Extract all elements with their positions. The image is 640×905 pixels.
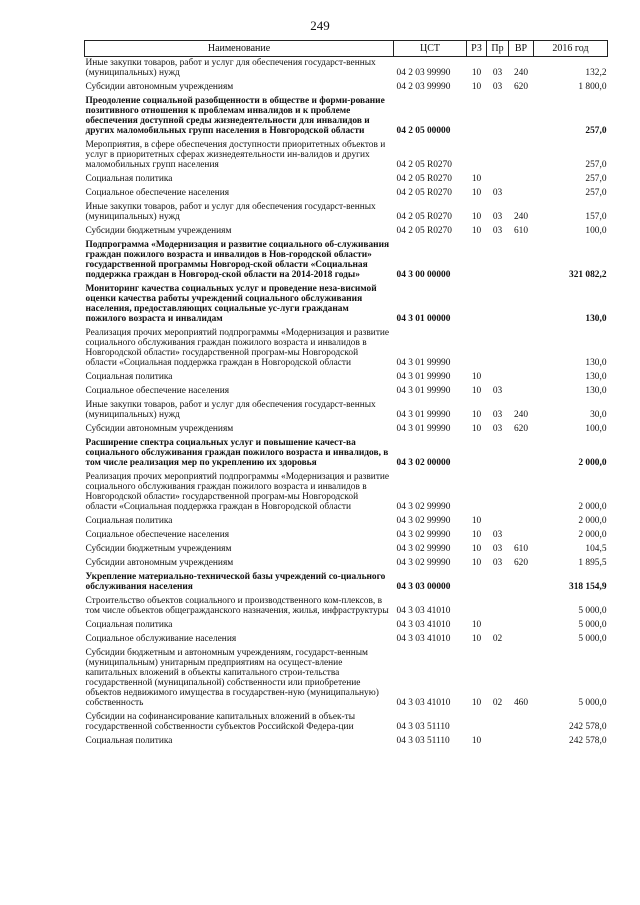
cell-name: Иные закупки товаров, работ и услуг для обеспечения государст-венных (муниципальных) нужд	[85, 400, 376, 420]
cell-vr	[509, 139, 534, 173]
cell-cst: 04 2 05 R0270	[396, 174, 452, 184]
cell-pr	[487, 239, 509, 283]
cell-rz	[467, 471, 487, 515]
cell-rz: 10	[471, 424, 482, 434]
cell-rz: 10	[471, 212, 482, 222]
cell-name: Укрепление материально-технической базы учреждений со-циального обслуживания населения	[85, 572, 386, 592]
cell-rz: 10	[471, 386, 482, 396]
cell-cst: 04 3 01 99990	[396, 386, 451, 396]
cell-rz: 10	[471, 188, 482, 198]
cell-name: Субсидии автономным учреждениям	[85, 82, 234, 92]
cell-pr	[487, 571, 509, 595]
table-row	[85, 371, 608, 385]
cell-sum: 100,0	[585, 424, 607, 434]
cell-name: Мероприятия, в сфере обеспечения доступности приоритетных объектов и услуг в приоритетных сферах жизнедеятельности ин-валидов и других маломобильных групп населения	[85, 140, 386, 170]
cell-name: Социальное обеспечение населения	[85, 386, 230, 396]
table-row	[85, 595, 608, 619]
table-body	[85, 57, 608, 750]
cell-vr: 240	[513, 68, 529, 78]
cell-cst: 04 3 02 99990	[396, 502, 451, 512]
cell-cst: 04 3 01 99990	[396, 410, 451, 420]
table-row	[85, 187, 608, 201]
cell-name: Подпрограмма «Модернизация и развитие социального об-служивания граждан пожилого возраста и инвалидов в Нов-городской области» государственной программы Новгород-ской области «Социальная поддержка граждан в Новгород-ской области на 2014-2018 годы»	[85, 240, 390, 280]
table-row	[85, 647, 608, 711]
cell-name: Социальное обслуживание населения	[85, 634, 237, 644]
cell-name: Реализация прочих мероприятий подпрограммы «Модернизация и развитие социального обслуживания граждан пожилого возраста и инвалидов в Новгородской области» государственной програм-мы Новгородской области «Социальная поддержка граждан в Новгородской области	[85, 328, 390, 368]
table-row	[85, 437, 608, 471]
cell-vr	[509, 283, 534, 327]
cell-vr	[509, 735, 534, 749]
cell-name: Субсидии бюджетным учреждениям	[85, 544, 232, 554]
cell-sum: 5 000,0	[578, 698, 607, 708]
table-row	[85, 529, 608, 543]
cell-cst: 04 3 03 51110	[396, 722, 450, 732]
cell-rz: 10	[471, 174, 482, 184]
table-row	[85, 95, 608, 139]
cell-pr	[487, 711, 509, 735]
table-row	[85, 471, 608, 515]
cell-vr: 240	[513, 212, 529, 222]
cell-vr: 610	[513, 544, 529, 554]
cell-sum: 2 000,0	[578, 530, 607, 540]
cell-pr	[487, 619, 509, 633]
cell-pr: 03	[492, 212, 503, 222]
cell-rz	[467, 711, 487, 735]
cell-vr	[509, 633, 534, 647]
cell-vr: 620	[513, 82, 529, 92]
cell-name: Субсидии на софинансирование капитальных вложений в объек-ты государственной собственности субъектов Российской Федера-ции	[85, 712, 356, 732]
cell-name: Социальное обеспечение населения	[85, 530, 230, 540]
cell-cst: 04 3 02 99990	[396, 516, 451, 526]
cell-pr: 03	[492, 530, 503, 540]
cell-rz: 10	[471, 558, 482, 568]
cell-pr	[487, 471, 509, 515]
cell-sum: 130,0	[585, 372, 607, 382]
cell-cst: 04 2 03 99990	[396, 68, 451, 78]
cell-name: Субсидии бюджетным учреждениям	[85, 226, 232, 236]
cell-vr	[509, 173, 534, 187]
cell-sum: 104,5	[585, 544, 607, 554]
cell-vr	[509, 619, 534, 633]
cell-rz: 10	[471, 544, 482, 554]
cell-cst: 04 3 01 99990	[396, 358, 451, 368]
budget-table	[84, 40, 608, 749]
cell-name: Субсидии бюджетным и автономным учреждениям, государст-венным (муниципальным) унитарным предприятиям на осущест-вление капитальных вложений в объекты капитального строи-тельства государственной (муниципальной) собственности или приобретение объектов недвижимого имущества в государствен-ную (муниципальную) собственность	[85, 648, 379, 708]
cell-name: Расширение спектра социальных услуг и повышение качест-ва социального обслуживания граждан пожилого возраста и инвалидов, в том числе реализация мер по укреплению их здоровья	[85, 438, 389, 468]
cell-vr	[509, 595, 534, 619]
cell-vr: 620	[513, 558, 529, 568]
cell-sum: 257,0	[585, 126, 607, 136]
table-row	[85, 633, 608, 647]
header-cst: ЦСТ	[394, 41, 467, 57]
table-row	[85, 201, 608, 225]
cell-pr: 03	[492, 424, 503, 434]
table-row	[85, 571, 608, 595]
table-row	[85, 399, 608, 423]
cell-pr: 03	[492, 386, 503, 396]
cell-pr	[487, 95, 509, 139]
cell-rz: 10	[471, 82, 482, 92]
cell-sum: 242 578,0	[569, 736, 607, 746]
cell-cst: 04 2 05 R0270	[396, 226, 452, 236]
cell-sum: 157,0	[585, 212, 607, 222]
cell-vr	[509, 327, 534, 371]
table-row	[85, 327, 608, 371]
cell-name: Субсидии автономным учреждениям	[85, 558, 234, 568]
cell-rz	[467, 139, 487, 173]
table-row	[85, 173, 608, 187]
cell-sum: 30,0	[590, 410, 607, 420]
cell-vr: 610	[513, 226, 529, 236]
cell-pr: 03	[492, 68, 503, 78]
cell-sum: 5 000,0	[578, 620, 607, 630]
cell-cst: 04 3 03 41010	[396, 606, 451, 616]
cell-vr	[509, 371, 534, 385]
cell-pr	[487, 327, 509, 371]
cell-rz	[467, 595, 487, 619]
cell-name: Социальное обеспечение населения	[85, 188, 230, 198]
cell-rz: 10	[471, 68, 482, 78]
table-row	[85, 735, 608, 749]
cell-sum: 257,0	[585, 160, 607, 170]
cell-name: Мониторинг качества социальных услуг и проведение неза-висимой оценки качества работы учреждений социального обслуживания населения, предоставляющих социальные ус-луги гражданам пожилого возраста и инвалидам	[85, 284, 377, 324]
cell-sum: 130,0	[585, 314, 607, 324]
cell-pr	[487, 515, 509, 529]
cell-pr	[487, 437, 509, 471]
cell-rz: 10	[471, 372, 482, 382]
table-row	[85, 239, 608, 283]
cell-cst: 04 2 03 99990	[396, 82, 451, 92]
cell-pr	[487, 371, 509, 385]
cell-rz: 10	[471, 634, 482, 644]
cell-sum: 130,0	[585, 386, 607, 396]
cell-cst: 04 3 02 99990	[396, 544, 451, 554]
cell-rz: 10	[471, 410, 482, 420]
table-row	[85, 385, 608, 399]
table-row	[85, 139, 608, 173]
header-rz: РЗ	[467, 41, 487, 57]
table-row	[85, 283, 608, 327]
cell-cst: 04 2 05 R0270	[396, 160, 452, 170]
cell-cst: 04 3 01 00000	[396, 314, 451, 324]
cell-cst: 04 2 05 00000	[396, 126, 451, 136]
cell-vr	[509, 239, 534, 283]
cell-rz	[467, 327, 487, 371]
cell-cst: 04 3 00 00000	[396, 270, 451, 280]
cell-pr: 03	[492, 558, 503, 568]
cell-sum: 5 000,0	[578, 606, 607, 616]
cell-pr	[487, 173, 509, 187]
cell-pr	[487, 139, 509, 173]
cell-rz	[467, 95, 487, 139]
cell-cst: 04 3 03 41010	[396, 620, 451, 630]
cell-sum: 2 000,0	[578, 516, 607, 526]
cell-vr	[509, 471, 534, 515]
cell-pr: 03	[492, 188, 503, 198]
cell-sum: 1 800,0	[578, 82, 607, 92]
table-row	[85, 57, 608, 82]
header-sum: 2016 год	[534, 41, 608, 57]
table-row	[85, 619, 608, 633]
table-row	[85, 423, 608, 437]
cell-rz	[467, 283, 487, 327]
cell-rz	[467, 239, 487, 283]
cell-name: Строительство объектов социального и производственного ком-плексов, в том числе объектов общегражданского назначения, жилья, инфраструктуры	[85, 596, 389, 616]
cell-cst: 04 3 03 41010	[396, 698, 451, 708]
cell-sum: 5 000,0	[578, 634, 607, 644]
cell-pr: 03	[492, 226, 503, 236]
cell-rz: 10	[471, 698, 482, 708]
header-pr: Пр	[487, 41, 509, 57]
cell-sum: 242 578,0	[569, 722, 607, 732]
cell-rz	[467, 437, 487, 471]
cell-pr: 02	[492, 634, 503, 644]
cell-vr	[509, 437, 534, 471]
cell-vr	[509, 515, 534, 529]
cell-cst: 04 3 03 00000	[396, 582, 451, 592]
cell-name: Преодоление социальной разобщенности в обществе и форми-рование позитивного отношения к проблемам инвалидов и к проблеме обеспечения доступной среды жизнедеятельности для инвалидов и других маломобильных групп населения в Новгородской области	[85, 96, 385, 136]
cell-name: Социальная политика	[85, 372, 173, 382]
cell-vr	[509, 187, 534, 201]
page-number: 249	[310, 18, 330, 33]
cell-sum: 1 895,5	[578, 558, 607, 568]
cell-sum: 321 082,2	[569, 270, 607, 280]
cell-cst: 04 3 02 99990	[396, 558, 451, 568]
table-row	[85, 543, 608, 557]
cell-vr	[509, 711, 534, 735]
cell-rz: 10	[471, 516, 482, 526]
cell-name: Реализация прочих мероприятий подпрограммы «Модернизация и развитие социального обслуживания граждан пожилого возраста и инвалидов в Новгородской области» государственной програм-мы Новгородской области «Социальная поддержка граждан в Новгородской области	[85, 472, 390, 512]
cell-rz	[467, 571, 487, 595]
cell-rz: 10	[471, 736, 482, 746]
cell-pr	[487, 283, 509, 327]
cell-name: Социальная политика	[85, 174, 173, 184]
cell-name: Иные закупки товаров, работ и услуг для обеспечения государст-венных (муниципальных) нужд	[85, 58, 376, 78]
cell-cst: 04 3 01 99990	[396, 424, 451, 434]
cell-vr	[509, 385, 534, 399]
table-row	[85, 557, 608, 571]
cell-cst: 04 3 03 51110	[396, 736, 450, 746]
cell-cst: 04 3 03 41010	[396, 634, 451, 644]
cell-sum: 257,0	[585, 174, 607, 184]
cell-pr	[487, 735, 509, 749]
cell-vr	[509, 571, 534, 595]
cell-vr	[509, 95, 534, 139]
cell-pr: 03	[492, 544, 503, 554]
cell-vr: 240	[513, 410, 529, 420]
table-row	[85, 711, 608, 735]
cell-sum: 2 000,0	[578, 458, 607, 468]
cell-pr: 03	[492, 82, 503, 92]
cell-rz: 10	[471, 530, 482, 540]
cell-vr	[509, 529, 534, 543]
cell-cst: 04 3 02 99990	[396, 530, 451, 540]
table-header	[85, 41, 608, 57]
cell-vr: 460	[513, 698, 529, 708]
cell-sum: 130,0	[585, 358, 607, 368]
cell-name: Иные закупки товаров, работ и услуг для обеспечения государст-венных (муниципальных) нужд	[85, 202, 376, 222]
cell-sum: 2 000,0	[578, 502, 607, 512]
table-row	[85, 225, 608, 239]
cell-pr: 02	[492, 698, 503, 708]
cell-name: Социальная политика	[85, 516, 173, 526]
cell-pr: 03	[492, 410, 503, 420]
cell-pr	[487, 595, 509, 619]
cell-sum: 318 154,9	[569, 582, 607, 592]
cell-cst: 04 2 05 R0270	[396, 212, 452, 222]
cell-name: Субсидии автономным учреждениям	[85, 424, 234, 434]
cell-sum: 100,0	[585, 226, 607, 236]
cell-name: Социальная политика	[85, 736, 173, 746]
cell-cst: 04 3 01 99990	[396, 372, 451, 382]
cell-sum: 257,0	[585, 188, 607, 198]
header-name: Наименование	[85, 41, 394, 57]
cell-rz: 10	[471, 226, 482, 236]
cell-sum: 132,2	[585, 68, 607, 78]
cell-rz: 10	[471, 620, 482, 630]
table-row	[85, 81, 608, 95]
cell-name: Социальная политика	[85, 620, 173, 630]
header-vr: ВР	[509, 41, 534, 57]
cell-cst: 04 3 02 00000	[396, 458, 451, 468]
table-row	[85, 515, 608, 529]
cell-vr: 620	[513, 424, 529, 434]
cell-cst: 04 2 05 R0270	[396, 188, 452, 198]
